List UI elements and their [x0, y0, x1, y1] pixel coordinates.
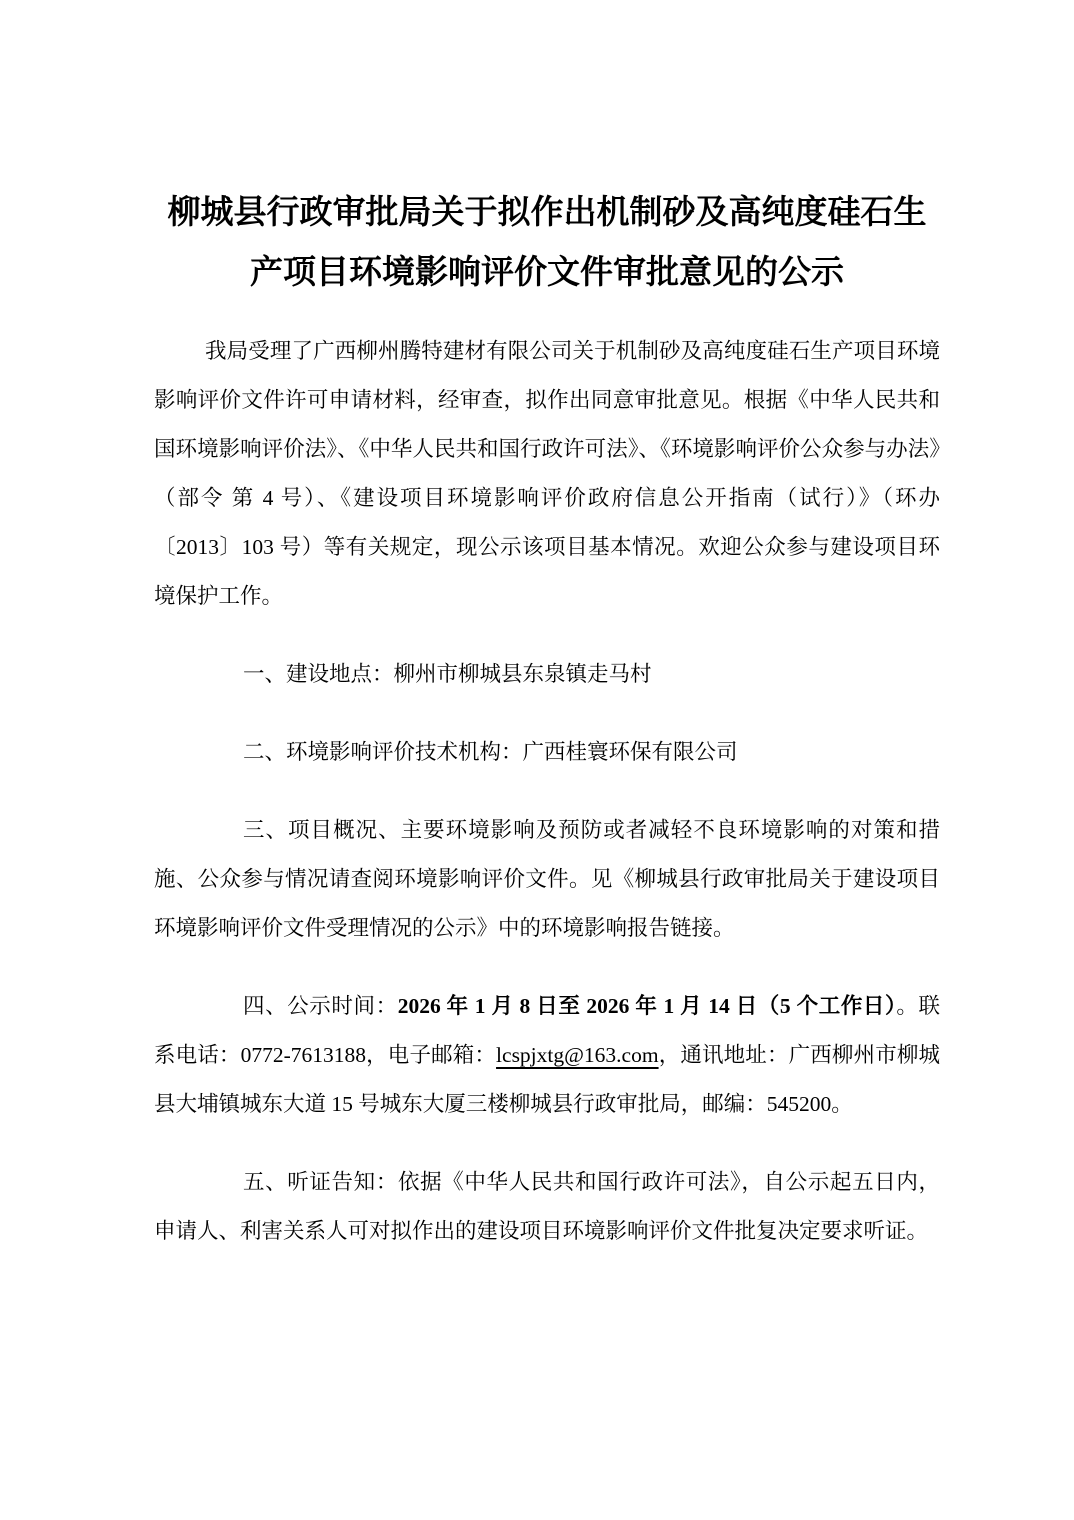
phone-label: 。联系电话： — [154, 994, 940, 1067]
publicity-period-label: 四、公示时间： — [243, 994, 398, 1018]
publicity-period-dates: 2026 年 1 月 8 日至 2026 年 1 月 14 日（5 个工作日） — [397, 994, 897, 1018]
email-link[interactable]: lcspjxtg@163.com — [496, 1043, 659, 1067]
sentence-end-period: 。 — [831, 1092, 853, 1116]
item-2-eia-agency: 二、环境影响评价技术机构：广西桂寰环保有限公司 — [243, 740, 738, 764]
address-label: ，通讯地址： — [658, 1043, 789, 1067]
intro-paragraph: 我局受理了广西柳州腾特建材有限公司关于机制砂及高纯度硅石生产项目环境影响评价文件许可申请材料，经审查，拟作出同意审批意见。根据《中华人民共和国环境影响评价法》、《中华人民共和国行政许可法》、《环境影响评价公众参与办法》（部令 第 4 号）、《建设项目环境影响评价政府信息公开指南（试行）》（环办〔2013〕103 号）等有关规定，现公示该项目基本情况。欢迎公众参与建设项目环境保护工作。 — [154, 339, 940, 608]
phone-number: 0772-7613188 — [240, 1043, 367, 1067]
postal-code: 545200 — [766, 1092, 832, 1116]
item-1-construction-site: 一、建设地点：柳州市柳城县东泉镇走马村 — [243, 662, 652, 686]
notice-title: 柳城县行政审批局关于拟作出机制砂及高纯度硅石生产项目环境影响评价文件审批意见的公示 — [167, 195, 927, 291]
mailing-address: 广西柳州市柳城县大埔镇城东大道 15 号城东大厦三楼柳城县行政审批局 — [154, 1043, 940, 1116]
email-label: ，电子邮箱： — [366, 1043, 497, 1067]
item-4-publicity-period — [154, 982, 940, 1129]
item-3-project-overview: 三、项目概况、主要环境影响及预防或者减轻不良环境影响的对策和措施、公众参与情况请查阅环境影响评价文件。见《柳城县行政审批局关于建设项目环境影响评价文件受理情况的公示》中的环境影响报告链接。 — [154, 818, 940, 940]
item-5-hearing-notice: 五、听证告知：依据《中华人民共和国行政许可法》，自公示起五日内，申请人、利害关系人可对拟作出的建设项目环境影响评价文件批复决定要求听证。 — [154, 1170, 940, 1243]
postal-code-label: ，邮编： — [680, 1092, 767, 1116]
